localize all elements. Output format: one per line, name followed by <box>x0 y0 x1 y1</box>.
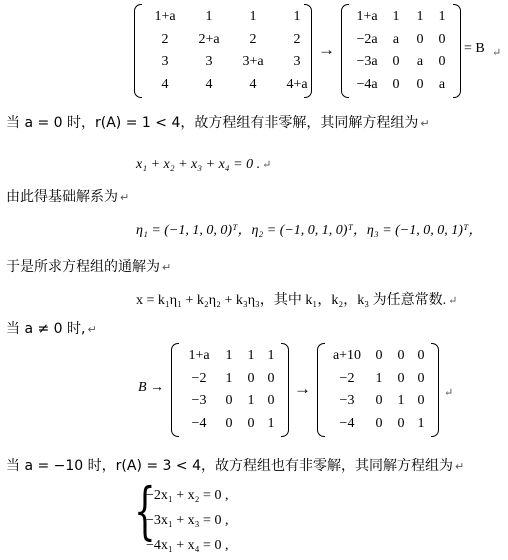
arrow-2: → <box>294 379 311 398</box>
matrix-cell: 1 <box>375 370 383 386</box>
matrix-cell: 0 <box>438 31 446 47</box>
matrix-4-grid <box>326 345 430 435</box>
matrix-cell: a+10 <box>332 348 362 364</box>
matrix-cell: −4 <box>191 415 207 431</box>
matrix-cell: 4 <box>161 76 169 92</box>
return-mark: ↵ <box>492 46 502 59</box>
matrix-cell: −3a <box>356 54 378 70</box>
matrix-cell: 0 <box>397 370 405 386</box>
matrix-cell: 0 <box>392 54 400 70</box>
matrix-cell: 4+a <box>286 76 308 92</box>
matrix-cell: 0 <box>267 393 275 409</box>
matrix-cell: 2+a <box>198 31 220 47</box>
matrix-cell: 3 <box>161 54 169 70</box>
text-line-4: 当 a ≠ 0 时, ↵ <box>6 321 97 337</box>
matrix-cell: a <box>438 76 446 92</box>
matrix-cell: 1 <box>293 9 301 25</box>
matrix-cell: −2a <box>356 31 378 47</box>
text-line-5: 当 a = −10 时，r(A) = 3 < 4，故方程组也有非零解，其同解方程组为 ↵ <box>6 458 465 474</box>
return-mark: ↵ <box>444 386 454 399</box>
matrix-cell: 0 <box>375 415 383 431</box>
text-line-1: 当 a = 0 时，r(A) = 1 < 4，故方程组有非零解，其同解方程组为 ↵ <box>6 115 430 131</box>
matrix-cell: 1 <box>416 9 424 25</box>
matrix-cell: 0 <box>438 54 446 70</box>
matrix-2-grid <box>350 6 452 96</box>
matrix-cell: 0 <box>397 348 405 364</box>
matrix-cell: a <box>392 31 400 47</box>
matrix-cell: 1 <box>267 415 275 431</box>
matrix-cell: a <box>416 54 424 70</box>
matrix-cell: 2 <box>161 31 169 47</box>
system-eq-1: −2x₁ + x₂ = 0 , <box>146 488 229 503</box>
matrix-cell: 4 <box>249 76 257 92</box>
B-arrow-label: B → <box>138 380 165 395</box>
matrix-cell: 1 <box>225 348 233 364</box>
matrix-cell: 1 <box>392 9 400 25</box>
matrix-cell: −4a <box>356 76 378 92</box>
matrix-cell: 0 <box>225 415 233 431</box>
matrix-cell: 1 <box>417 415 425 431</box>
matrix-cell: 0 <box>392 76 400 92</box>
system-brace: { <box>134 474 156 547</box>
matrix-cell: −2 <box>191 370 207 386</box>
matrix-cell: 1 <box>397 393 405 409</box>
matrix-cell: 0 <box>397 415 405 431</box>
matrix-cell: 1+a <box>356 9 378 25</box>
matrix-cell: −2 <box>339 370 355 386</box>
matrix-cell: 0 <box>375 393 383 409</box>
matrix-cell: 1 <box>205 9 213 25</box>
text-line-3: 于是所求方程组的通解为 ↵ <box>6 259 172 275</box>
matrix-cell: 0 <box>225 393 233 409</box>
matrix-1 <box>134 4 312 98</box>
matrix-cell: 3 <box>293 54 301 70</box>
matrix-cell: 1 <box>438 9 446 25</box>
matrix-cell: 1+a <box>154 9 176 25</box>
matrix-cell: 4 <box>205 76 213 92</box>
matrix-cell: 3+a <box>242 54 264 70</box>
matrix-cell: −3 <box>191 393 207 409</box>
matrix-2 <box>341 4 461 98</box>
matrix-cell: 0 <box>417 348 425 364</box>
matrix-cell: 0 <box>247 370 255 386</box>
equals-B: = B <box>464 41 485 56</box>
matrix-cell: 2 <box>249 31 257 47</box>
matrix-cell: −3 <box>339 393 355 409</box>
matrix-cell: 1+a <box>188 348 210 364</box>
system-eq-3: −4x₁ + x₄ = 0 , <box>146 538 229 553</box>
matrix-cell: 1 <box>247 348 255 364</box>
matrix-cell: 2 <box>293 31 301 47</box>
matrix-cell: 1 <box>267 348 275 364</box>
matrix-cell: 1 <box>247 393 255 409</box>
arrow-1: → <box>318 40 335 59</box>
matrix-cell: 3 <box>205 54 213 70</box>
equation-1: x₁ + x₂ + x₃ + x₄ = 0 . ↵ <box>136 157 272 172</box>
matrix-cell: 1 <box>249 9 257 25</box>
matrix-cell: −4 <box>339 415 355 431</box>
fundamental-solutions: η₁ = (−1, 1, 0, 0)ᵀ，η₂ = (−1, 0, 1, 0)ᵀ，η₃ = (−1, 0, 0, 1)ᵀ， <box>136 223 483 238</box>
matrix-cell: 0 <box>416 31 424 47</box>
matrix-cell: 1 <box>225 370 233 386</box>
text-line-2: 由此得基础解系为 ↵ <box>6 189 130 205</box>
matrix-cell: 0 <box>417 370 425 386</box>
matrix-cell: 0 <box>417 393 425 409</box>
general-solution: x = k₁η₁ + k₂η₂ + k₃η₃，其中 k₁，k₂，k₃ 为任意常数. ↵ <box>136 293 458 308</box>
matrix-cell: 0 <box>375 348 383 364</box>
matrix-3-grid <box>180 345 280 435</box>
matrix-4 <box>317 343 439 437</box>
matrix-cell: 0 <box>267 370 275 386</box>
matrix-3 <box>171 343 289 437</box>
matrix-cell: 0 <box>247 415 255 431</box>
matrix-cell: 0 <box>416 76 424 92</box>
system-eq-2: −3x₁ + x₃ = 0 , <box>146 513 229 528</box>
matrix-1-grid <box>143 6 308 96</box>
